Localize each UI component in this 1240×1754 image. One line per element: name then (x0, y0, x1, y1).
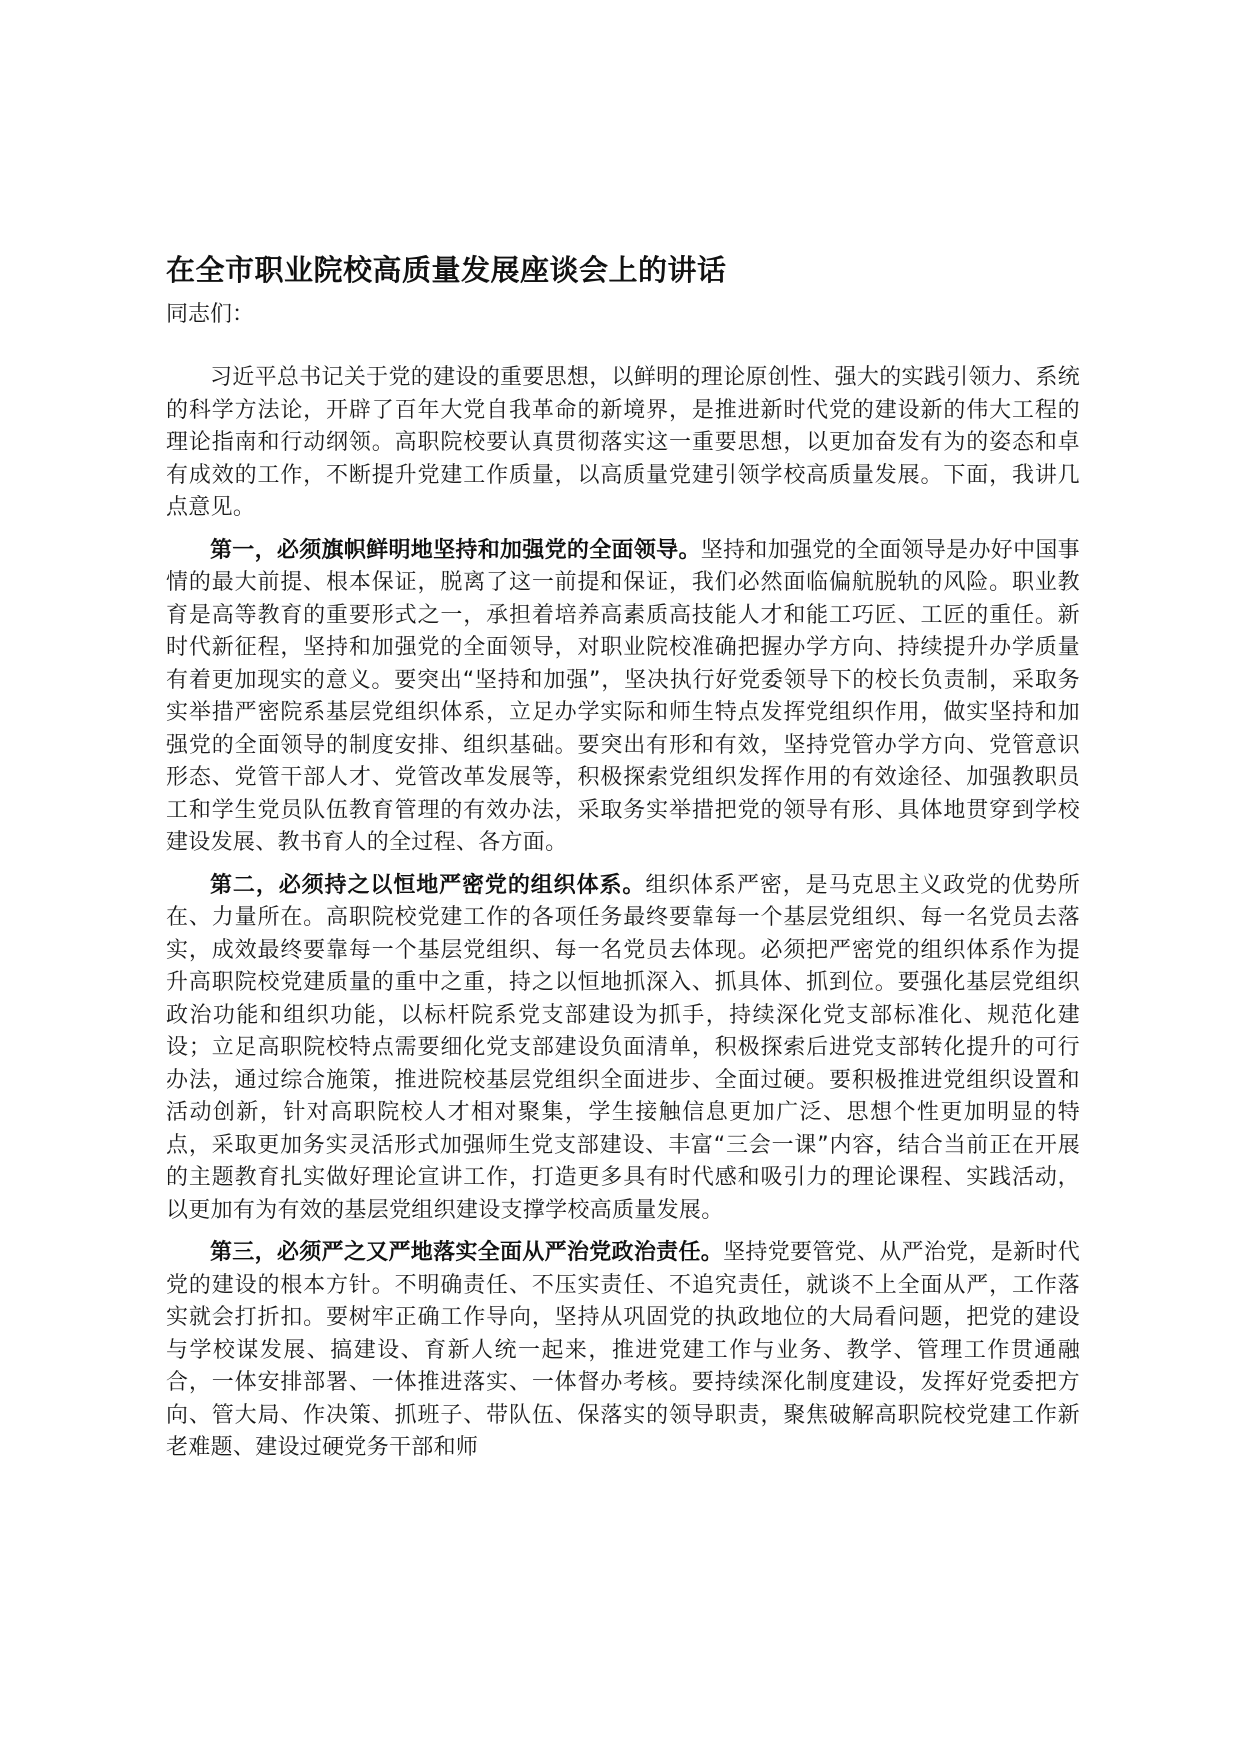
section-body-1: 坚持和加强党的全面领导是办好中国事情的最大前提、根本保证，脱离了这一前提和保证，我们必然面临偏航脱轨的风险。职业教育是高等教育的重要形式之一，承担着培养高素质高技能人才和能工巧匠、工匠的重任。新时代新征程，坚持和加强党的全面领导，对职业院校准确把握办学方向、持续提升办学质量有着更加现实的意义。要突出“坚持和加强”，坚决执行好党委领导下的校长负责制，采取务实举措严密院系基层党组织体系，立足办学实际和师生特点发挥党组织作用，做实坚持和加强党的全面领导的制度安排、组织基础。要突出有形和有效，坚持党管办学方向、党管意识形态、党管干部人才、党管改革发展等，积极探索党组织发挥作用的有效途径、加强教职员工和学生党员队伍教育管理的有效办法，采取务实举措把党的领导有形、具体地贯穿到学校建设发展、教书育人的全过程、各方面。 (166, 537, 1080, 855)
section-paragraph-3 (166, 1237, 1080, 1465)
section-lead-2: 第二，必须持之以恒地严密党的组织体系。 (210, 872, 646, 898)
section-lead-1: 第一，必须旗帜鲜明地坚持和加强党的全面领导。 (210, 537, 701, 563)
section-lead-3: 第三，必须严之又严地落实全面从严治党政治责任。 (210, 1240, 724, 1265)
section-body-2: 组织体系严密，是马克思主义政党的优势所在、力量所在。高职院校党建工作的各项任务最终要靠每一个基层党组织、每一名党员去落实，成效最终要靠每一个基层党组织、每一名党员去体现。必须把严密党的组织体系作为提升高职院校党建质量的重中之重，持之以恒地抓深入、抓具体、抓到位。要强化基层党组织政治功能和组织功能，以标杆院系党支部建设为抓手，持续深化党支部标准化、规范化建设；立足高职院校特点需要细化党支部建设负面清单，积极探索后进党支部转化提升的可行办法，通过综合施策，推进院校基层党组织全面进步、全面过硬。要积极推进党组织设置和活动创新，针对高职院校人才相对聚集，学生接触信息更加广泛、思想个性更加明显的特点，采取更加务实灵活形式加强师生党支部建设、丰富“三会一课”内容，结合当前正在开展的主题教育扎实做好理论宣讲工作，打造更多具有时代感和吸引力的理论课程、实践活动，以更加有为有效的基层党组织建设支撑学校高质量发展。 (166, 872, 1081, 1223)
document-title: 在全市职业院校高质量发展座谈会上的讲话 (166, 253, 727, 287)
section-body-3: 坚持党要管党、从严治党，是新时代党的建设的根本方针。不明确责任、不压实责任、不追究责任，就谈不上全面从严，工作落实就会打折扣。要树牢正确工作导向，坚持从巩固党的执政地位的大局看问题，把党的建设与学校谋发展、搞建设、育新人统一起来，推进党建工作与业务、教学、管理工作贯通融合，一体安排部署、一体推进落实、一体督办考核。要持续深化制度建设，发挥好党委把方向、管大局、作决策、抓班子、带队伍、保落实的领导职责，聚焦破解高职院校党建工作新老难题、建设过硬党务干部和师 (166, 1240, 1080, 1460)
section-paragraph-2 (166, 870, 1080, 1228)
intro-paragraph: 习近平总书记关于党的建设的重要思想，以鲜明的理论原创性、强大的实践引领力、系统的科学方法论，开辟了百年大党自我革命的新境界，是推进新时代党的建设新的伟大工程的理论指南和行动纲领。高职院校要认真贯彻落实这一重要思想，以更加奋发有为的姿态和卓有成效的工作，不断提升党建工作质量，以高质量党建引领学校高质量发展。下面，我讲几点意见。 (166, 365, 1080, 520)
section-paragraph-1 (166, 535, 1080, 860)
document-body (166, 244, 1080, 1465)
salutation: 同志们： (166, 302, 255, 327)
